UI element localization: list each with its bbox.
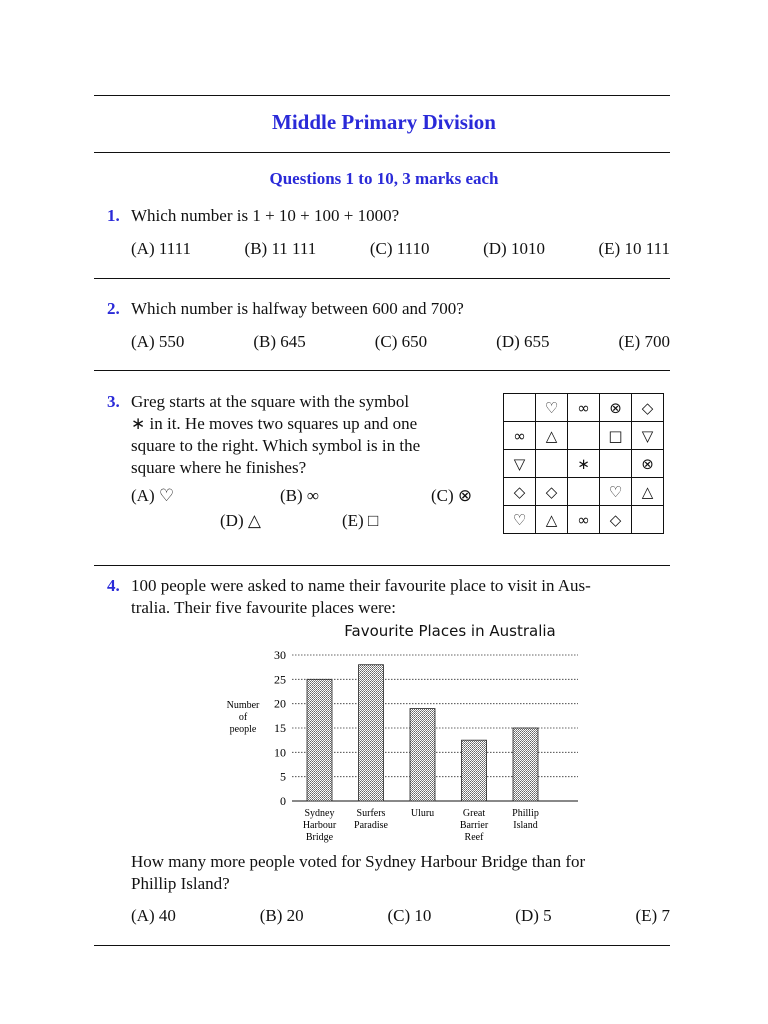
grid-cell: □ xyxy=(600,422,632,450)
grid-cell: ◇ xyxy=(632,394,664,422)
x-tick-label: Barrier xyxy=(459,820,489,831)
grid-cell xyxy=(632,506,664,534)
grid-cell xyxy=(504,394,536,422)
grid-cell: ∞ xyxy=(568,394,600,422)
question-text-line: 100 people were asked to name their favourite place to visit in Aus- xyxy=(131,576,591,595)
option-a[interactable]: (A) ♡ xyxy=(131,486,175,505)
question-text-line: tralia. Their five favourite places were: xyxy=(131,598,396,617)
option-c[interactable]: (C) 650 xyxy=(374,332,428,351)
symbol-grid xyxy=(503,393,664,534)
y-axis-label: of xyxy=(238,712,248,723)
option-e[interactable]: (E) □ xyxy=(342,511,379,530)
grid-row xyxy=(504,478,664,506)
question-text-line: Phillip Island? xyxy=(131,874,230,893)
title-rule xyxy=(94,152,670,153)
answer-options xyxy=(131,906,670,926)
option-b[interactable]: (B) ∞ xyxy=(280,486,320,505)
bar xyxy=(359,665,384,801)
y-tick-label: 30 xyxy=(274,648,286,662)
grid-row xyxy=(504,422,664,450)
option-a[interactable]: (A) 40 xyxy=(131,906,176,925)
answer-options xyxy=(131,332,670,352)
grid-cell xyxy=(536,450,568,478)
section-subtitle: Questions 1 to 10, 3 marks each xyxy=(269,169,499,188)
chart-title: Favourite Places in Australia xyxy=(344,622,556,640)
grid-cell xyxy=(568,478,600,506)
page-title: Middle Primary Division xyxy=(272,110,496,134)
grid-cell: ◇ xyxy=(536,478,568,506)
answer-options xyxy=(131,239,670,259)
top-rule xyxy=(94,95,670,96)
x-tick-label: Surfers xyxy=(356,808,386,819)
y-tick-label: 10 xyxy=(274,745,286,760)
grid-cell: ◇ xyxy=(600,506,632,534)
x-tick-label: Bridge xyxy=(305,832,334,843)
option-d[interactable]: (D) 1010 xyxy=(483,239,545,258)
q3-rule xyxy=(94,565,670,566)
option-b[interactable]: (B) 11 111 xyxy=(244,239,317,258)
x-tick-label: Great xyxy=(462,808,486,819)
grid-cell: ♡ xyxy=(504,506,536,534)
y-axis-label: people xyxy=(229,724,257,735)
question-text: Which number is halfway between 600 and 700? xyxy=(131,299,464,318)
x-tick-label: Paradise xyxy=(354,820,388,831)
question-text-line: square where he finishes? xyxy=(131,458,307,477)
x-tick-label: Reef xyxy=(464,832,484,843)
grid-cell: ◇ xyxy=(504,478,536,506)
x-tick-label: Uluru xyxy=(410,808,435,819)
option-e[interactable]: (E) 7 xyxy=(635,906,670,925)
grid-cell: ∞ xyxy=(504,422,536,450)
y-tick-label: 5 xyxy=(280,769,286,784)
bar xyxy=(410,709,435,801)
grid-cell: △ xyxy=(632,478,664,506)
grid-cell xyxy=(568,422,600,450)
question-text-line: Greg starts at the square with the symbol xyxy=(131,392,410,411)
option-c[interactable]: (C) 10 xyxy=(387,906,432,925)
grid-row xyxy=(504,450,664,478)
grid-cell: ▽ xyxy=(504,450,536,478)
q4-rule xyxy=(94,945,670,946)
x-tick-label: Phillip xyxy=(512,808,539,819)
bar xyxy=(513,728,538,801)
grid-cell: ⊗ xyxy=(632,450,664,478)
grid-cell: ♡ xyxy=(600,478,632,506)
y-tick-label: 20 xyxy=(274,696,286,711)
bar-chart xyxy=(210,645,590,850)
option-a[interactable]: (A) 1111 xyxy=(131,239,191,258)
question-number: 4. xyxy=(107,576,120,595)
grid-cell: △ xyxy=(536,506,568,534)
question-text-line: square to the right. Which symbol is in the xyxy=(131,436,421,455)
x-tick-label: Island xyxy=(513,820,538,831)
grid-cell: ∗ xyxy=(568,450,600,478)
grid-row xyxy=(504,394,664,422)
question-number: 1. xyxy=(107,206,120,225)
option-e[interactable]: (E) 10 111 xyxy=(598,239,670,258)
question-number: 2. xyxy=(107,299,120,318)
grid-row xyxy=(504,506,664,534)
question-number: 3. xyxy=(107,392,120,411)
option-c[interactable]: (C) ⊗ xyxy=(431,486,473,505)
option-d[interactable]: (D) 5 xyxy=(515,906,552,925)
grid-cell: ∞ xyxy=(568,506,600,534)
option-d[interactable]: (D) △ xyxy=(220,511,261,530)
option-b[interactable]: (B) 645 xyxy=(253,332,306,351)
bar xyxy=(307,679,332,801)
bar xyxy=(462,740,487,801)
x-tick-label: Harbour xyxy=(302,820,337,831)
q2-rule xyxy=(94,370,670,371)
grid-cell: ♡ xyxy=(536,394,568,422)
question-text: Which number is 1 + 10 + 100 + 1000? xyxy=(131,206,400,225)
question-text-line: ∗ in it. He moves two squares up and one xyxy=(131,414,418,433)
option-a[interactable]: (A) 550 xyxy=(131,332,185,351)
y-tick-label: 0 xyxy=(280,794,286,808)
option-b[interactable]: (B) 20 xyxy=(259,906,304,925)
option-d[interactable]: (D) 655 xyxy=(496,332,550,351)
y-tick-label: 25 xyxy=(274,672,286,687)
grid-cell xyxy=(600,450,632,478)
option-e[interactable]: (E) 700 xyxy=(618,332,670,351)
x-tick-label: Sydney xyxy=(304,808,335,819)
y-axis-label: Number xyxy=(226,700,260,711)
question-text-line: How many more people voted for Sydney Harbour Bridge than for xyxy=(131,852,586,871)
grid-cell: ⊗ xyxy=(600,394,632,422)
grid-cell: △ xyxy=(536,422,568,450)
option-c[interactable]: (C) 1110 xyxy=(369,239,430,258)
y-tick-label: 15 xyxy=(274,721,286,735)
q1-rule xyxy=(94,278,670,279)
grid-cell: ▽ xyxy=(632,422,664,450)
